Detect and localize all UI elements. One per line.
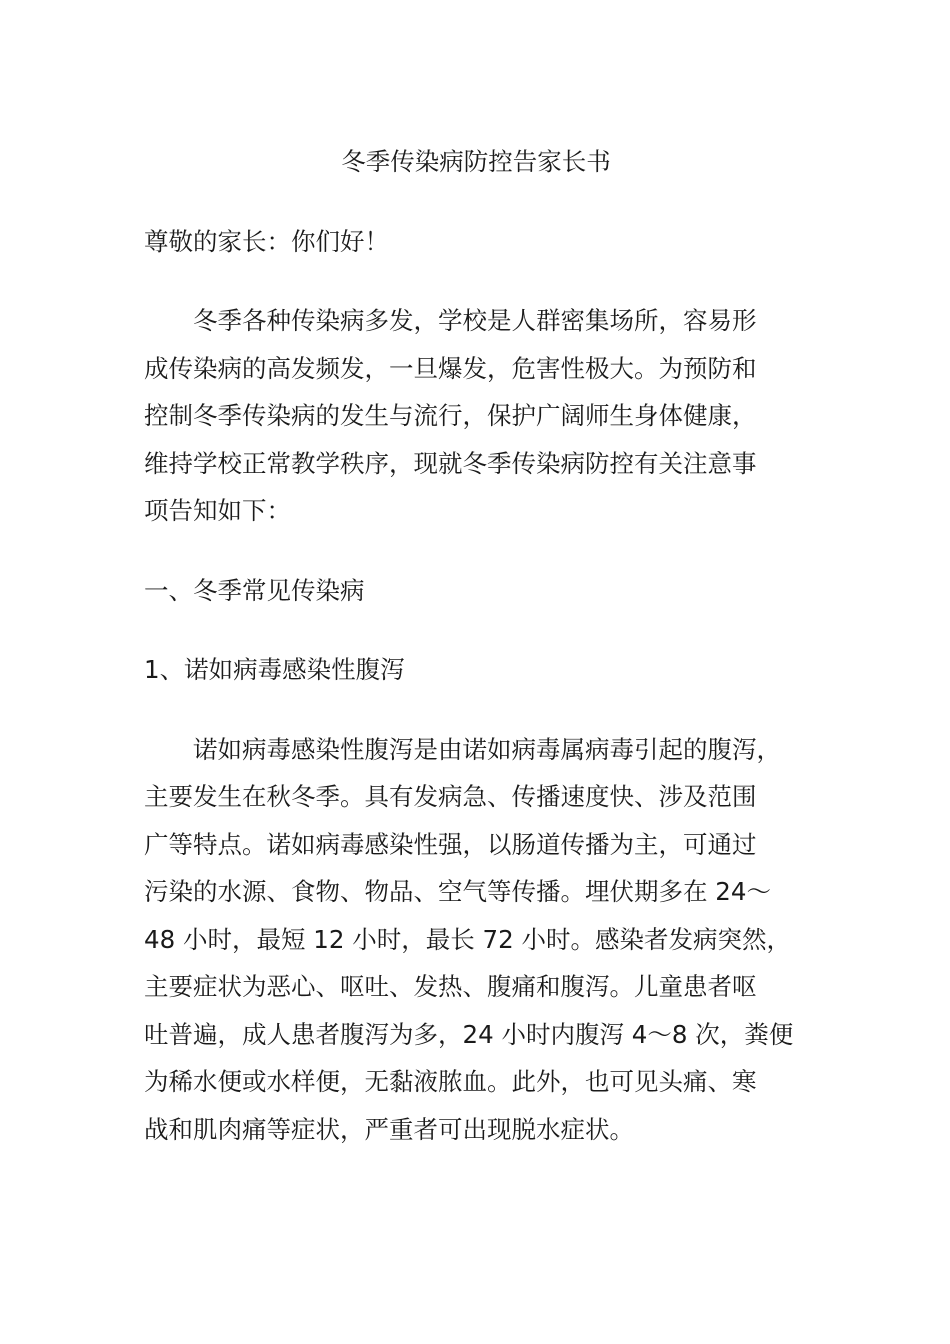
intro-line: 项告知如下： [144,496,291,525]
document-title: 冬季传染病防控告家长书 [341,147,611,176]
body-line: 主要症状为恶心、呕吐、发热、腹痛和腹泻。儿童患者呕 [144,972,757,1001]
body-line: 吐普遍，成人患者腹泻为多，24 小时内腹泻 4～8 次，粪便 [144,1019,794,1049]
intro-paragraph [144,297,808,535]
body-line: 污染的水源、食物、物品、空气等传播。埋伏期多在 24～ [144,877,771,906]
intro-line: 控制冬季传染病的发生与流行，保护广阔师生身体健康， [144,401,757,430]
body-line: 诺如病毒感染性腹泻是由诺如病毒属病毒引起的腹泻， [193,734,781,764]
body-paragraph [144,726,808,1154]
body-line: 主要发生在秋冬季。具有发病急、传播速度快、涉及范围 [144,782,757,811]
intro-line: 成传染病的高发频发，一旦爆发，危害性极大。为预防和 [144,353,757,383]
document-body [144,138,808,1153]
intro-line: 冬季各种传染病多发，学校是人群密集场所，容易形 [193,306,757,335]
section-heading: 一、冬季常见传染病 [144,575,365,605]
body-line: 战和肌肉痛等症状，严重者可出现脱水症状。 [144,1114,634,1144]
body-line: 广等特点。诺如病毒感染性强，以肠道传播为主，可通过 [144,829,757,859]
body-line: 为稀水便或水样便，无黏液脓血。此外，也可见头痛、寒 [144,1067,757,1096]
greeting: 尊敬的家长：你们好！ [144,226,389,256]
subsection-heading: 1、诺如病毒感染性腹泻 [144,655,405,684]
body-line: 48 小时，最短 12 小时，最长 72 小时。感染者发病突然， [144,924,791,954]
intro-line: 维持学校正常教学秩序，现就冬季传染病防控有关注意事 [144,448,757,478]
